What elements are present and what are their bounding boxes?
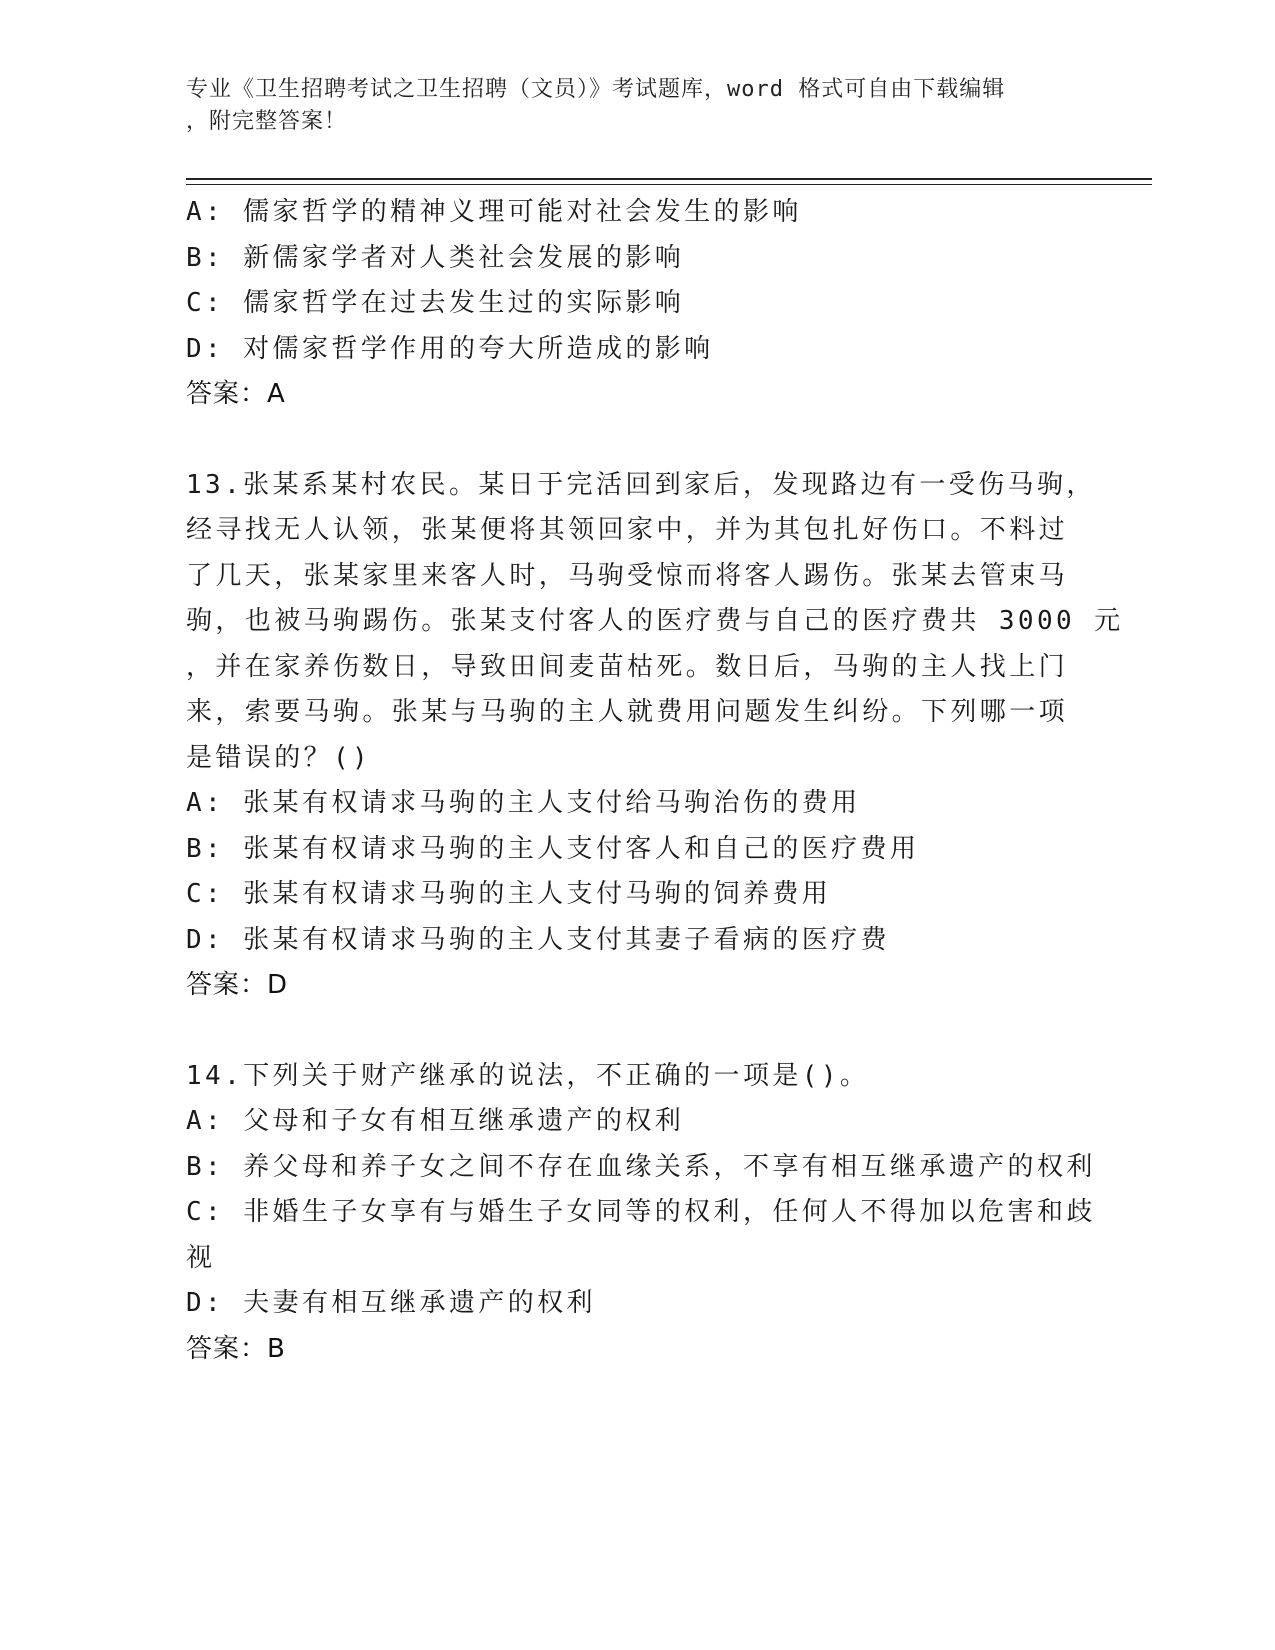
q13-stem-line: ，并在家养伤数日，导致田间麦苗枯死。数日后，马驹的主人找上门 xyxy=(186,651,1069,682)
q14-answer: 答案：B xyxy=(186,1333,286,1364)
q13-stem-line: 是错误的？() xyxy=(186,742,372,773)
q14-option-b: B: 养父母和养子女之间不存在血缘关系，不享有相互继承遗产的权利 xyxy=(186,1151,1096,1182)
q14-option-d: D: 夫妻有相互继承遗产的权利 xyxy=(186,1288,596,1318)
header-line-1: 专业《卫生招聘考试之卫生招聘（文员）》考试题库，word 格式可自由下载编辑 xyxy=(186,77,1006,102)
q13-stem-line: 来，索要马驹。张某与马驹的主人就费用问题发生纠纷。下列哪一项 xyxy=(186,697,1069,727)
q12-option-a: A: 儒家哲学的精神义理可能对社会发生的影响 xyxy=(186,197,802,227)
q14-option-c: C: 非婚生子女享有与婚生子女同等的权利，任何人不得加以危害和歧 xyxy=(186,1197,1096,1227)
question-content xyxy=(186,190,1124,1372)
spacer xyxy=(186,1009,1076,1054)
q14-option-c-continued: 视 xyxy=(186,1242,216,1273)
question-14 xyxy=(186,1054,1096,1373)
q13-option-d: D: 张某有权请求马驹的主人支付其妻子看病的医疗费 xyxy=(186,924,890,955)
q14-option-a: A: 父母和子女有相互继承遗产的权利 xyxy=(186,1106,685,1136)
q14-stem-line: 14.下列关于财产继承的说法，不正确的一项是()。 xyxy=(186,1060,870,1091)
header-line-2: ，附完整答案！ xyxy=(186,109,348,134)
question-13 xyxy=(186,463,1124,1009)
q13-answer: 答案：D xyxy=(186,970,289,1000)
header-divider-thick xyxy=(186,178,1152,180)
q13-stem-line: 13.张某系某村农民。某日于完活回到家后，发现路边有一受伤马驹， xyxy=(186,469,1096,500)
q12-answer: 答案：A xyxy=(186,379,286,409)
question-12 xyxy=(186,190,1076,418)
q13-stem-line: 驹，也被马驹踢伤。张某支付客人的医疗费与自己的医疗费共 3000 元 xyxy=(186,606,1124,636)
q12-option-c: C: 儒家哲学在过去发生过的实际影响 xyxy=(186,288,685,318)
document-header xyxy=(186,74,1066,138)
q13-stem-line: 经寻找无人认领，张某便将其领回家中，并为其包扎好伤口。不料过 xyxy=(186,515,1069,545)
q12-option-b: B: 新儒家学者对人类社会发展的影响 xyxy=(186,242,685,273)
spacer xyxy=(186,418,1076,463)
q13-option-b: B: 张某有权请求马驹的主人支付客人和自己的医疗费用 xyxy=(186,833,920,864)
q13-option-c: C: 张某有权请求马驹的主人支付马驹的饲养费用 xyxy=(186,879,832,909)
header-divider-thin xyxy=(186,184,1152,185)
q13-option-a: A: 张某有权请求马驹的主人支付给马驹治伤的费用 xyxy=(186,788,861,818)
q13-stem-line: 了几天，张某家里来客人时，马驹受惊而将客人踢伤。张某去管束马 xyxy=(186,560,1069,591)
q12-option-d: D: 对儒家哲学作用的夸大所造成的影响 xyxy=(186,333,714,364)
